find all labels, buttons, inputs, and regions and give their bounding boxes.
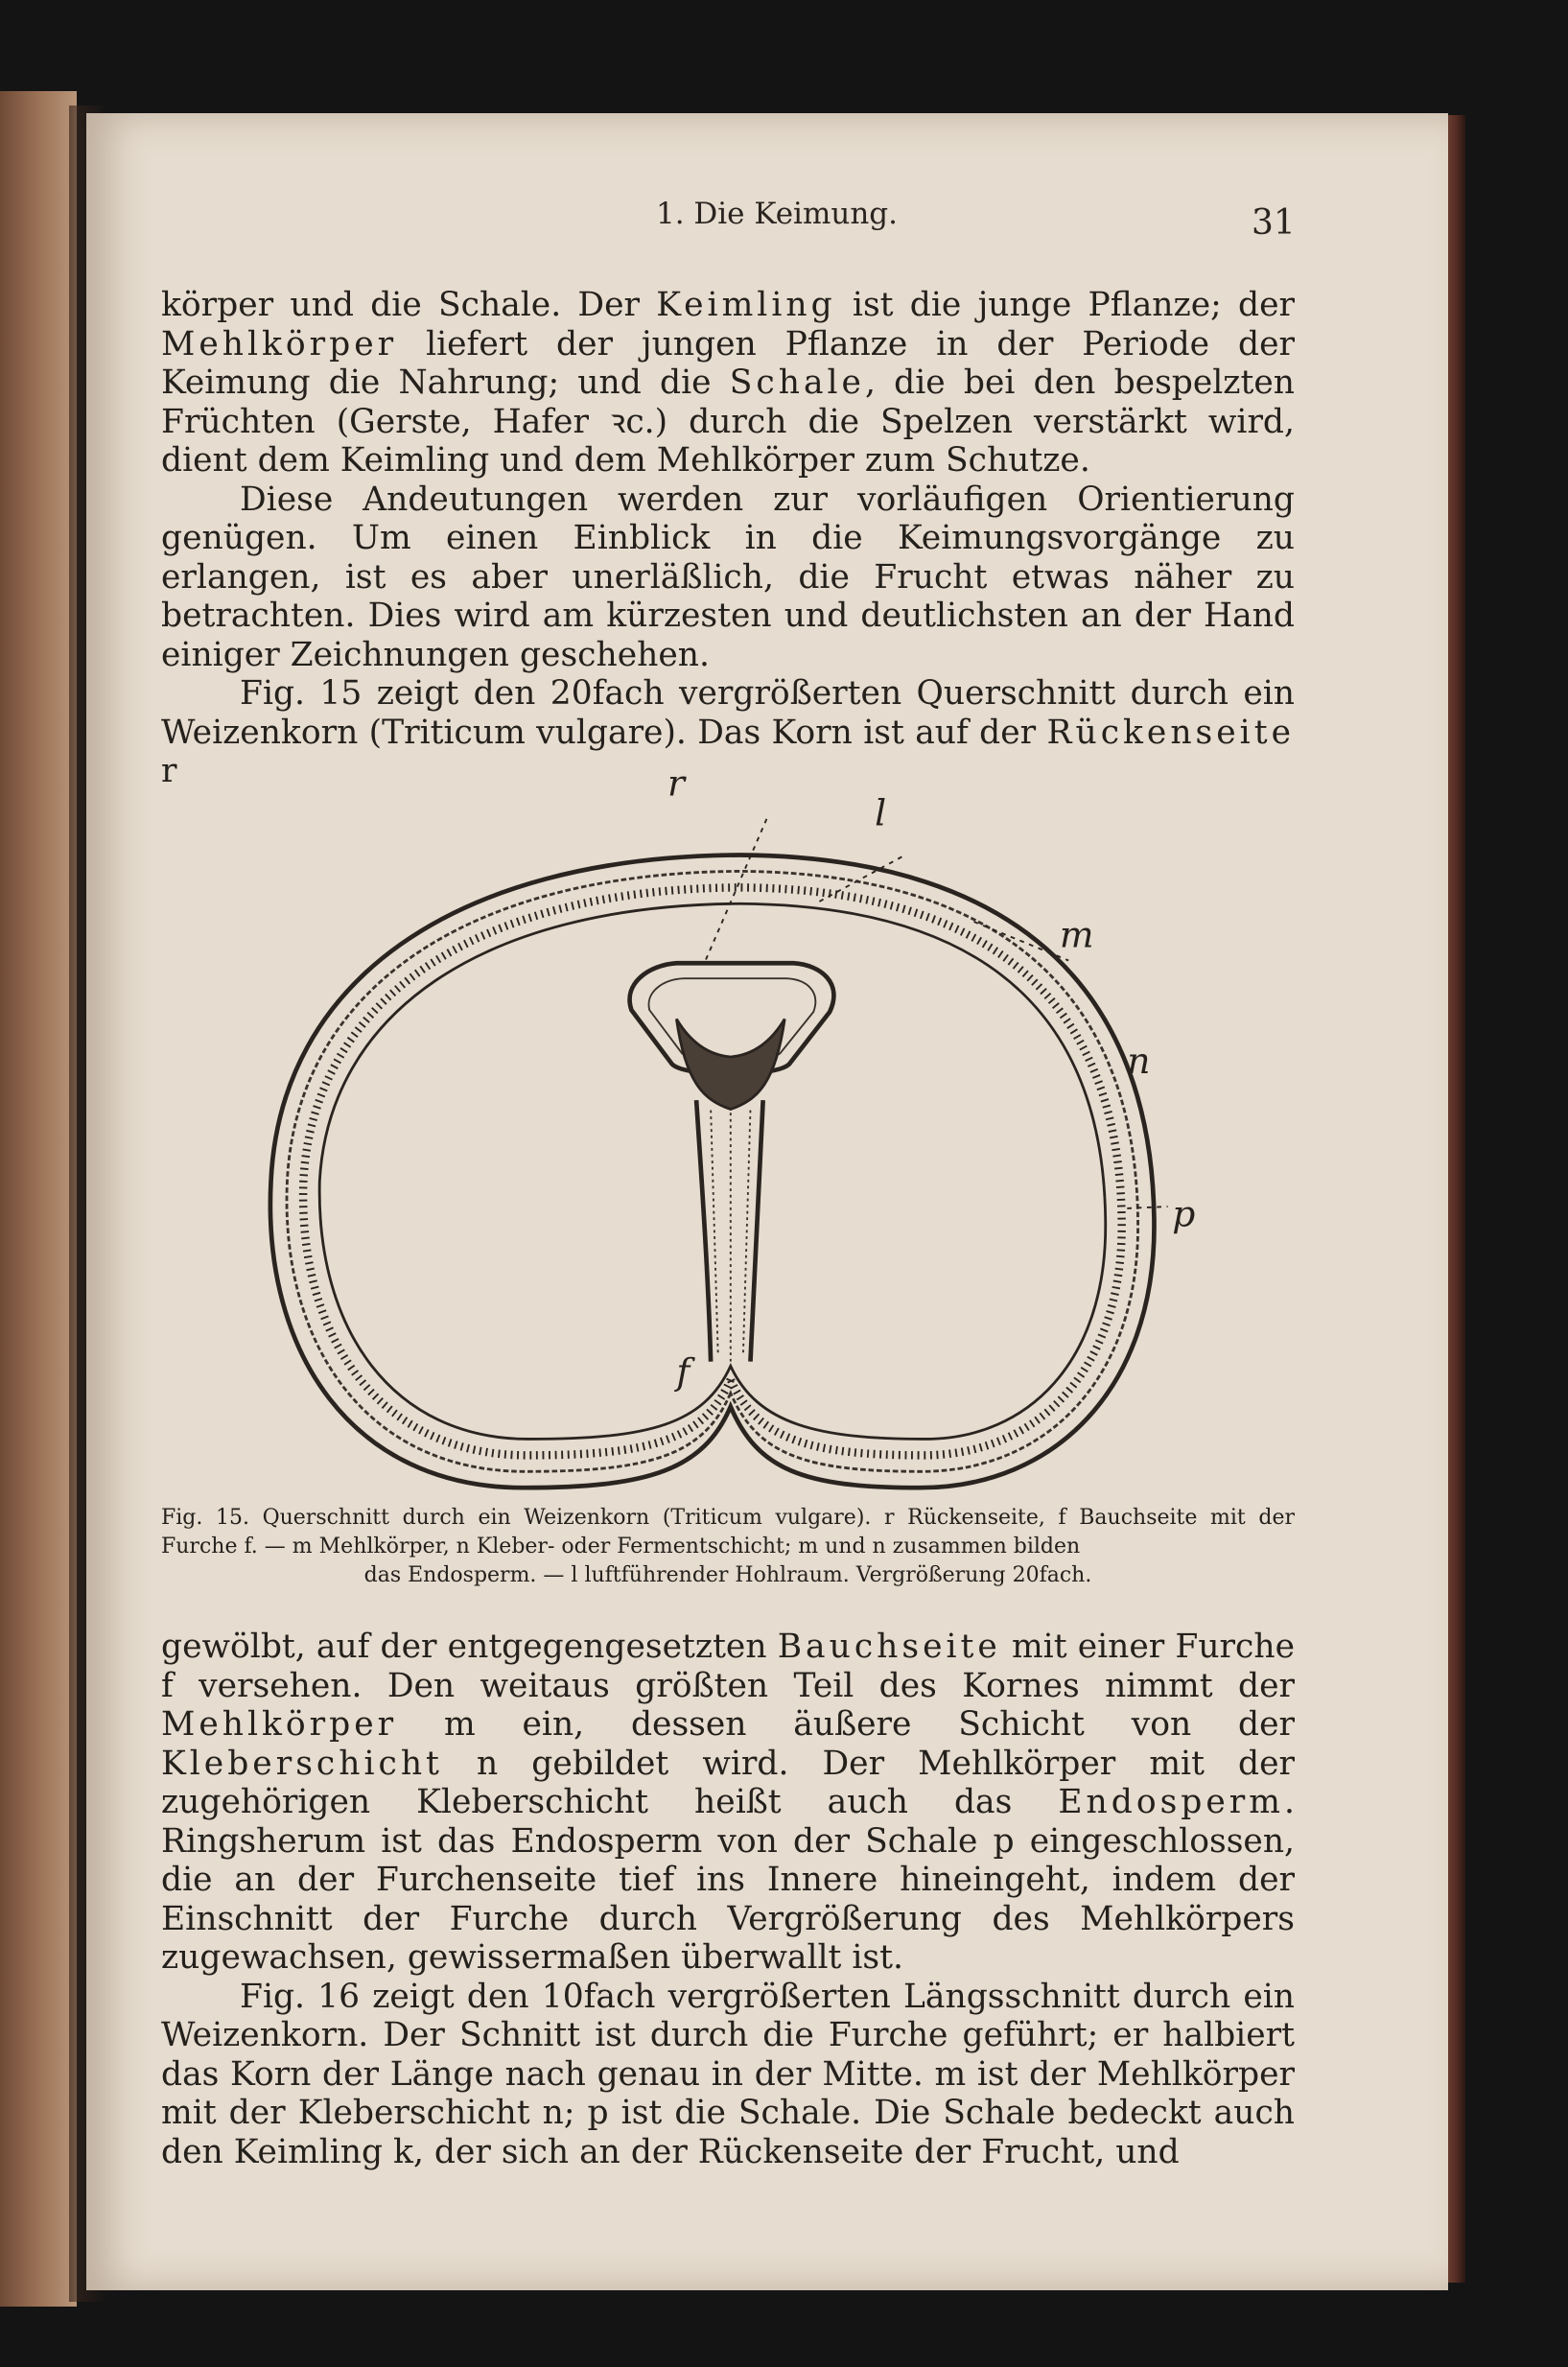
label-f: f bbox=[676, 1350, 690, 1394]
crease-tissue bbox=[676, 1019, 784, 1110]
paragraph-3: Fig. 15 zeigt den 20fach vergrößerten Querschnitt durch ein Weizenkorn (Triticum vulgare). Das Korn ist auf der Rückenseite r bbox=[161, 674, 1295, 790]
label-p: p bbox=[1172, 1192, 1196, 1235]
label-m: m bbox=[1059, 913, 1094, 956]
leader-line-p bbox=[1127, 1207, 1167, 1208]
running-title: 1. Die Keimung. bbox=[655, 197, 898, 231]
left-page-edge bbox=[0, 91, 77, 2307]
paragraph-1: körper und die Schale. Der Keimling ist die junge Pflanze; der Mehlkörper liefert der jungen Pflanze in der Periode der Keimung die Nahrung; und die Schale, die bei den bespelzten Früchten (Gerste, Hafer ꝛc.) durch die Spelzen verstärkt wird, dient dem Keimling und dem Mehlkörper zum Schutze. bbox=[161, 286, 1295, 480]
cavity-inner bbox=[649, 978, 816, 1061]
caption-line-2: das Endosperm. — l luftführender Hohlraum. Vergrößerung 20fach. bbox=[363, 1563, 1092, 1587]
caption-line-1: Fig. 15. Querschnitt durch ein Weizenkorn (Triticum vulgare). r Rückenseite, f Bauchseite mit der Furche f. — m Mehlkörper, n Kleber- oder Fermentschicht; m und n zusammen bilden bbox=[161, 1506, 1295, 1558]
wheat-grain-illustration bbox=[221, 758, 1295, 1506]
figure-caption bbox=[161, 1504, 1295, 1590]
leader-line-l bbox=[704, 819, 767, 965]
label-l: l bbox=[875, 791, 887, 834]
label-r: r bbox=[667, 762, 685, 805]
paragraph-4: gewölbt, auf der entgegengesetzten Bauchseite mit einer Furche f versehen. Den weitaus größten Teil des Kornes nimmt der Mehlkörper m ein, dessen äußere Schicht von der Kleberschicht n gebildet wird. Der Mehlkörper mit der zugehörigen Kleberschicht heißt auch das Endosperm. Ringsherum ist das Endosperm von der Schale p eingeschlossen, die an der Furchenseite tief ins Innere hineingeht, indem der Einschnitt der Furche durch Vergrößerung des Mehlkörpers zugewachsen, gewissermaßen überwallt ist. bbox=[161, 1628, 1296, 1977]
crease-furrow bbox=[696, 1100, 763, 1362]
bottom-text-block bbox=[161, 1628, 1295, 2171]
paragraph-5: Fig. 16 zeigt den 10fach vergrößerten Längsschnitt durch ein Weizenkorn. Der Schnitt ist durch die Furche geführt; er halbiert das Korn der Länge nach genau in der Mitte. m ist der Mehlkörper mit der Kleberschicht n; p ist die Schale. Die Schale bedeckt auch den Keimling k, der sich an der Rückenseite der Frucht, und bbox=[161, 1977, 1295, 2171]
paragraph-2: Diese Andeutungen werden zur vorläufigen Orientierung genügen. Um einen Einblick in die Keimungsvorgänge zu erlangen, ist es aber unerläßlich, die Frucht etwas näher zu betrachten. Dies wird am kürzesten und deutlichsten an der Hand einiger Zeichnungen geschehen. bbox=[161, 480, 1295, 674]
label-n: n bbox=[1127, 1039, 1151, 1082]
page-number: 31 bbox=[1252, 203, 1296, 243]
crease-lines bbox=[711, 1100, 750, 1362]
figure-15-cross-section bbox=[221, 758, 1295, 1506]
top-text-block bbox=[161, 286, 1295, 791]
